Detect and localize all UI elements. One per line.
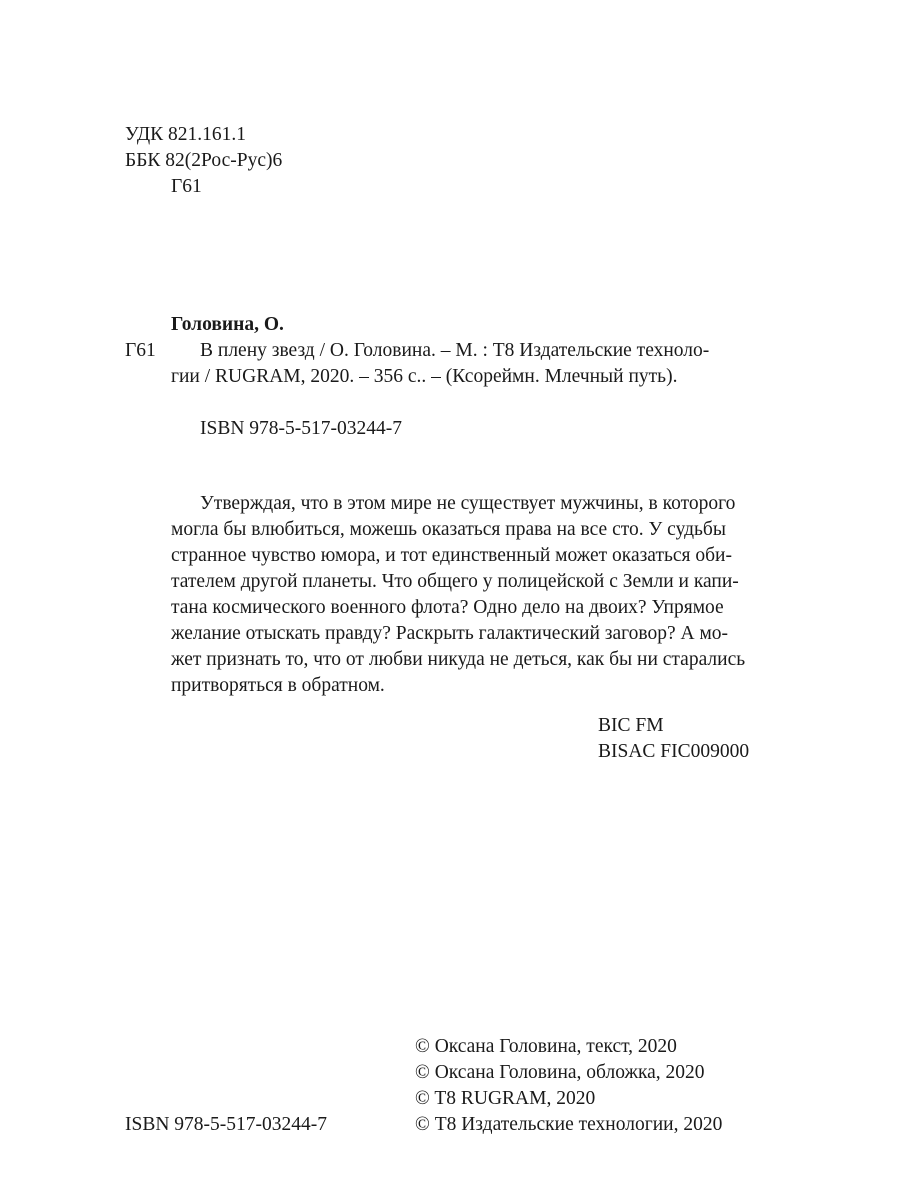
copyright-line: © Оксана Головина, обложка, 2020 [415,1062,705,1083]
annotation-paragraph [171,491,764,699]
annotation-line: странное чувство юмора, и тот единственный может оказаться оби- [171,545,732,566]
classification-block [125,122,282,200]
udk-code: УДК 821.161.1 [125,124,247,145]
copyright-line: © Т8 Издательские технологии, 2020 [415,1114,723,1135]
bbk-code: ББК 82(2Рос-Рус)6 [125,150,283,171]
annotation-line: притворяться в обратном. [171,675,385,696]
author-heading: Головина, О. [171,314,284,335]
bib-index: Г61 [125,340,156,361]
copyright-line: © Оксана Головина, текст, 2020 [415,1036,677,1057]
annotation-line: желание отыскать правду? Раскрыть галактический заговор? А мо- [171,623,729,644]
annotation-line: жет признать то, что от любви никуда не деться, как бы ни старались [171,649,746,670]
copyright-block [415,1034,722,1138]
copyright-line: © T8 RUGRAM, 2020 [415,1088,596,1109]
bib-isbn: ISBN 978-5-517-03244-7 [200,418,403,439]
bib-line-1: В плену звезд / О. Головина. – М. : Т8 Издательские техноло- [200,340,710,361]
annotation-line: тана космического военного флота? Одно дело на двоих? Упрямое [171,597,724,618]
footer-isbn: ISBN 978-5-517-03244-7 [125,1114,328,1135]
annotation-line: могла бы влюбиться, можешь оказаться права на все сто. У судьбы [171,519,726,540]
bisac-code: BISAC FIC009000 [598,741,750,762]
bib-line-2: гии / RUGRAM, 2020. – 356 с.. – (Ксореймн. Млечный путь). [171,366,678,387]
annotation-line: тателем другой планеты. Что общего у полицейской с Земли и капи- [171,571,739,592]
annotation-line: Утверждая, что в этом мире не существует мужчины, в которого [200,493,736,514]
bic-code: BIC FM [598,715,664,736]
author-mark: Г61 [171,176,202,197]
subject-codes [598,713,749,765]
